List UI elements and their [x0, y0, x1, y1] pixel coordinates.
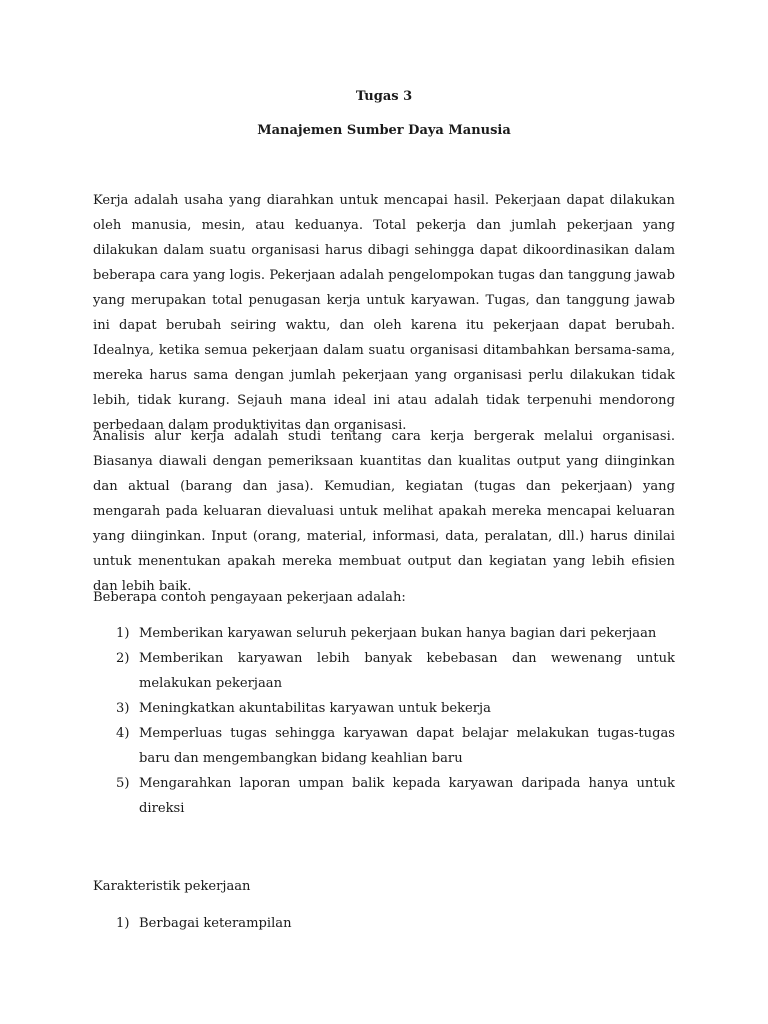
- document-title: Tugas 3: [355, 89, 413, 104]
- list-item-text: Memperluas tugas sehingga karyawan dapat belajar melakukan tugas-tugas baru dan mengembangkan bidang keahlian baru: [139, 726, 675, 766]
- list-item-text: Meningkatkan akuntabilitas karyawan untuk bekerja: [139, 701, 491, 716]
- list-item: [93, 621, 675, 646]
- job-characteristics-list: [93, 911, 675, 936]
- list-item-number: 3): [116, 701, 130, 716]
- document-subtitle: Manajemen Sumber Daya Manusia: [257, 123, 511, 138]
- paragraph-enrichment-intro: Beberapa contoh pengayaan pekerjaan adalah:: [93, 590, 406, 605]
- list-item-number: 5): [116, 776, 130, 791]
- list-item: [93, 646, 675, 696]
- list-item: [93, 721, 675, 771]
- list-item-text: Berbagai keterampilan: [139, 916, 292, 931]
- list-item-text: Mengarahkan laporan umpan balik kepada karyawan daripada hanya untuk direksi: [139, 776, 675, 816]
- paragraph-work-definition: Kerja adalah usaha yang diarahkan untuk mencapai hasil. Pekerjaan dapat dilakukan oleh manusia, mesin, atau keduanya. Total pekerja dan jumlah pekerjaan yang dilakukan dalam suatu organisasi harus dibagi sehingga dapat dikoordinasikan dalam beberapa cara yang logis. Pekerjaan adalah pengelompokan tugas dan tanggung jawab yang merupakan total penugasan kerja untuk karyawan. Tugas, dan tanggung jawab ini dapat berubah seiring waktu, dan oleh karena itu pekerjaan dapat berubah. Idealnya, ketika semua pekerjaan dalam suatu organisasi ditambahkan bersama-sama, mereka harus sama dengan jumlah pekerjaan yang organisasi perlu dilakukan tidak lebih, tidak kurang. Sejauh mana ideal ini atau adalah tidak terpenuhi mendorong perbedaan dalam produktivitas dan organisasi.: [93, 193, 675, 433]
- section-heading-job-characteristics: Karakteristik pekerjaan: [93, 879, 251, 894]
- list-item: [93, 696, 675, 721]
- list-item-text: Memberikan karyawan lebih banyak kebebasan dan wewenang untuk melakukan pekerjaan: [139, 651, 675, 691]
- paragraph-workflow-analysis: Analisis alur kerja adalah studi tentang cara kerja bergerak melalui organisasi. Biasanya diawali dengan pemeriksaan kuantitas dan kualitas output yang diinginkan dan aktual (barang dan jasa). Kemudian, kegiatan (tugas dan pekerjaan) yang mengarah pada keluaran dievaluasi untuk melihat apakah mereka mencapai keluaran yang diinginkan. Input (orang, material, informasi, data, peralatan, dll.) harus dinilai untuk menentukan apakah mereka membuat output dan kegiatan yang lebih efisien dan lebih baik.: [93, 429, 675, 594]
- list-item-number: 4): [116, 726, 130, 741]
- list-item: [93, 771, 675, 821]
- enrichment-list: [93, 621, 675, 821]
- list-item: [93, 911, 675, 936]
- list-item-number: 1): [116, 916, 130, 931]
- list-item-text: Memberikan karyawan seluruh pekerjaan bukan hanya bagian dari pekerjaan: [139, 626, 657, 641]
- list-item-number: 1): [116, 626, 130, 641]
- list-item-number: 2): [116, 651, 130, 666]
